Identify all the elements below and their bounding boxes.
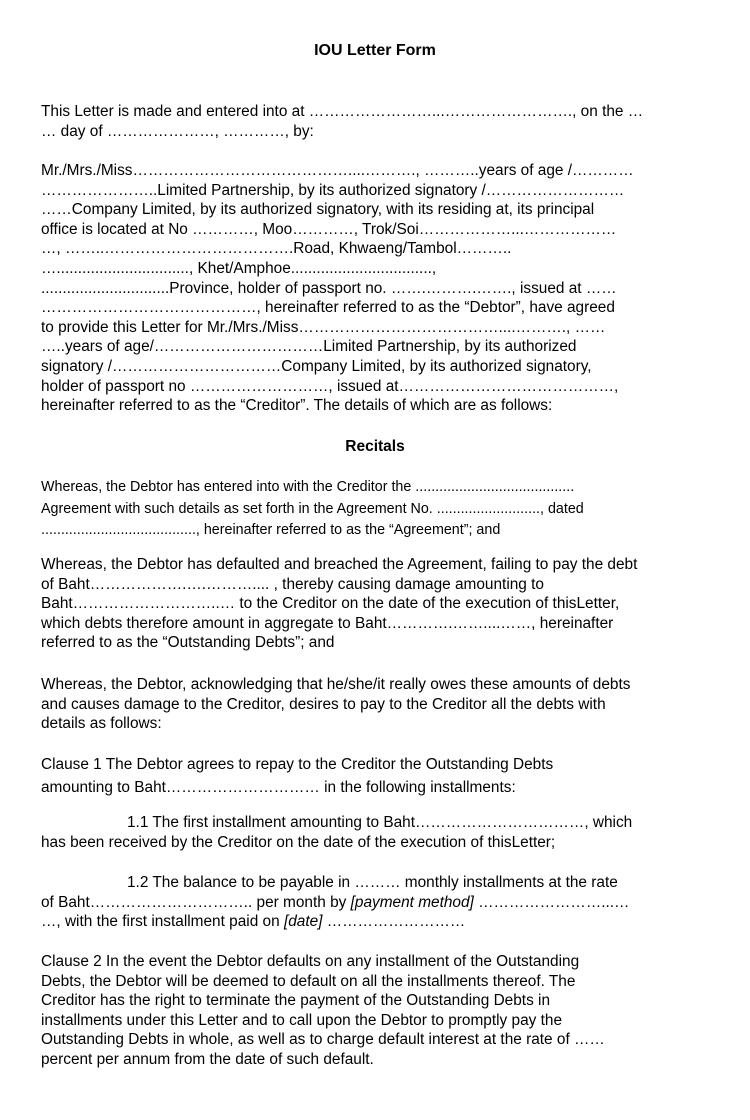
parties-line: ..............................Province, holder of passport no. …….……….……., issued at …… (41, 279, 617, 297)
clause-1-paragraph (41, 753, 711, 799)
parties-line: hereinafter referred to as the “Creditor”. The details of which are as follows: (41, 397, 553, 415)
clause-text: of Baht………………………….. per month by (41, 893, 351, 911)
parties-line: ……Company Limited, by its authorized signatory, with its residing at, its principal (41, 201, 595, 219)
recital-1-paragraph (41, 477, 711, 542)
recital-2-paragraph (41, 555, 711, 653)
recital-line: Baht………………………..… to the Creditor on the date of the execution of thisLetter, (41, 595, 620, 613)
parties-paragraph (41, 161, 711, 416)
recitals-heading: Recitals (345, 438, 405, 455)
recital-3-paragraph (41, 675, 711, 734)
clause-text: ……………………...… (473, 893, 630, 911)
clause-line: percent per annum from the date of such default. (41, 1050, 374, 1068)
intro-line: This Letter is made and entered into at ……………………...……………………., on the … (41, 103, 644, 120)
parties-line: …………………..Limited Partnership, by its authorized signatory /……………………… (41, 181, 625, 199)
parties-line: …, ……..……………………………….Road, Khwaeng/Tambol……….. (41, 240, 512, 258)
clause-line: 1.2 The balance to be payable in ……… monthly installments at the rate (127, 874, 618, 891)
clause-line (41, 912, 711, 932)
recital-line: Whereas, the Debtor, acknowledging that he/she/it really owes these amounts of debts (41, 676, 631, 693)
clause-1-1-paragraph (41, 813, 711, 852)
date-placeholder: [date] (283, 913, 323, 931)
clause-line: Clause 1 The Debtor agrees to repay to the Creditor the Outstanding Debts (41, 756, 554, 773)
document-title: IOU Letter Form (314, 42, 436, 59)
parties-line: …..............................., Khet/Amphoe................................., (41, 259, 437, 277)
recital-line: details as follows: (41, 715, 162, 733)
recital-line: Whereas, the Debtor has defaulted and breached the Agreement, failing to pay the debt (41, 556, 638, 573)
parties-line: holder of passport no ………………………, issued at……………………………………, (41, 377, 619, 395)
recital-line: which debts therefore amount in aggregate to Baht………….……....……, hereinafter (41, 614, 614, 632)
intro-line: … day of …………………, …………, by: (41, 122, 314, 140)
clause-line: installments under this Letter and to call upon the Debtor to promptly pay the (41, 1011, 563, 1029)
parties-line: ……………………………………, hereinafter referred to as the “Debtor”, have agreed (41, 299, 615, 317)
clause-line: 1.1 The first installment amounting to Baht……………………………, which (127, 814, 633, 831)
clause-line: has been received by the Creditor on the date of the execution of thisLetter; (41, 833, 556, 851)
parties-line: …..years of age/……………………………Limited Partnership, by its authorized (41, 338, 577, 356)
parties-line: to provide this Letter for Mr./Mrs./Miss…………………………………....………., …… (41, 318, 606, 336)
recital-line: and causes damage to the Creditor, desires to pay to the Creditor all the debts with (41, 695, 606, 713)
parties-line: Mr./Mrs./Miss……………………………………....………., ………..years of age /………… (41, 162, 634, 179)
recital-line: of Baht……………….….……….... , thereby causing damage amounting to (41, 575, 544, 593)
parties-line: office is located at No …………, Moo…………, Trok/Soi………………...……………… (41, 220, 617, 238)
parties-line: signatory /……………………………Company Limited, by its authorized signatory, (41, 357, 592, 375)
clause-line: Debts, the Debtor will be deemed to default on all the installments thereof. The (41, 972, 576, 990)
clause-line: Creditor has the right to terminate the payment of the Outstanding Debts in (41, 992, 551, 1010)
clause-1-2-paragraph (41, 873, 711, 932)
recital-line: ......................................., hereinafter referred to as the “Agreement”; and (41, 522, 501, 538)
clause-line: Clause 2 In the event the Debtor defaults on any installment of the Outstanding (41, 953, 580, 970)
clause-text: …, with the first installment paid on (41, 913, 284, 931)
payment-method-placeholder: [payment method] (350, 893, 474, 911)
clause-line: Outstanding Debts in whole, as well as to charge default interest at the rate of …… (41, 1031, 605, 1049)
clause-line: amounting to Baht………………………… in the following installments: (41, 779, 516, 796)
recital-line: Agreement with such details as set forth in the Agreement No. .........................., dated (41, 500, 584, 517)
clause-line (41, 893, 711, 913)
recital-line: referred to as the “Outstanding Debts”; and (41, 634, 335, 652)
recital-line: Whereas, the Debtor has entered into with the Creditor the ........................................ (41, 479, 575, 495)
clause-2-paragraph (41, 952, 711, 1070)
intro-paragraph (41, 102, 711, 141)
clause-text: ……………………… (322, 913, 466, 931)
